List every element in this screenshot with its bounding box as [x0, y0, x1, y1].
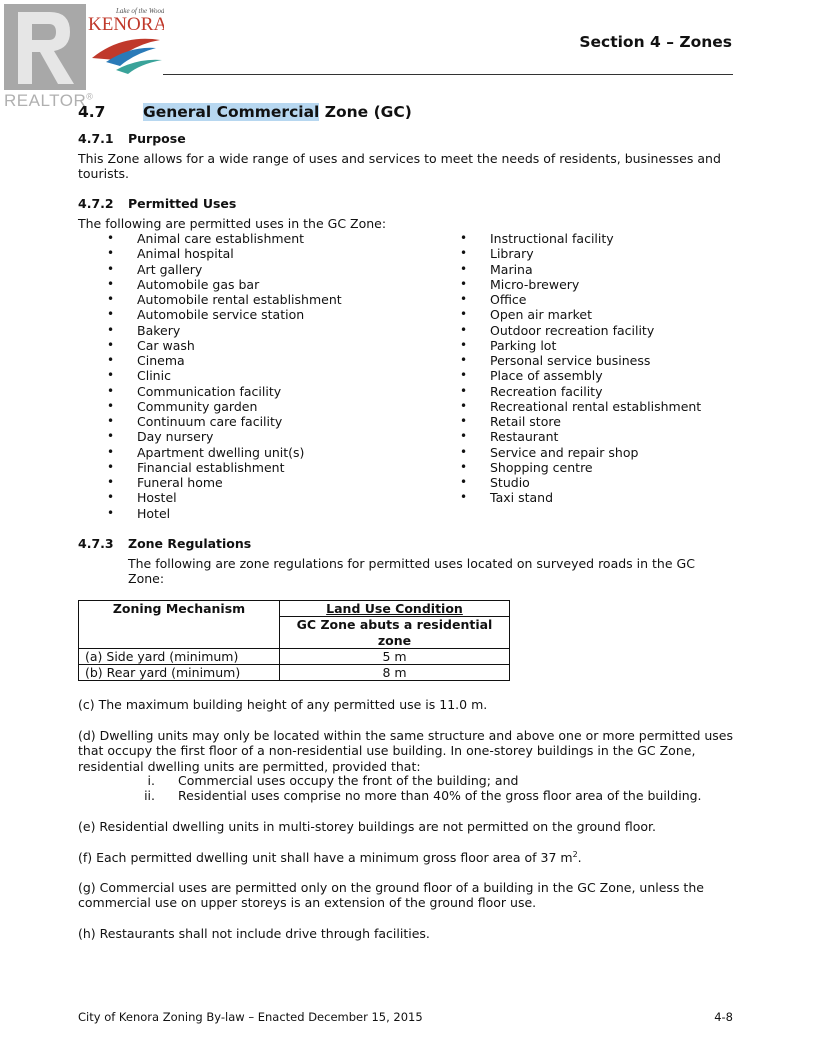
- svg-text:KENORA: KENORA: [88, 14, 164, 35]
- list-item: • Apartment dwelling unit(s): [78, 445, 342, 460]
- list-item: • Instructional facility: [431, 231, 701, 246]
- table-row: [79, 665, 510, 681]
- list-item: • Communication facility: [78, 384, 342, 399]
- regulation-e: (e) Residential dwelling units in multi-storey buildings are not permitted on the ground floor.: [78, 819, 657, 834]
- zone-regulations-table: [78, 600, 510, 681]
- realtor-watermark-text: REALTOR®: [4, 91, 94, 110]
- regulation-h: (h) Restaurants shall not include drive through facilities.: [78, 926, 430, 941]
- list-item: • Marina: [431, 262, 701, 277]
- footer-text: City of Kenora Zoning By-law – Enacted December 15, 2015: [78, 1010, 423, 1024]
- list-item: • Cinema: [78, 353, 342, 368]
- zone-title: [78, 103, 412, 121]
- table-header-mechanism: Zoning Mechanism: [79, 601, 280, 649]
- list-item: • Parking lot: [431, 338, 701, 353]
- permitted-uses-left: [78, 231, 342, 521]
- purpose-heading: 4.7.1 Purpose: [78, 131, 186, 146]
- list-item: • Recreational rental establishment: [431, 399, 701, 414]
- table-cell: (a) Side yard (minimum): [79, 648, 280, 664]
- list-item: • Animal hospital: [78, 246, 342, 261]
- realtor-r-logo: [4, 4, 86, 90]
- regulations-intro: The following are zone regulations for permitted uses located on surveyed roads in the GC Zone:: [128, 556, 695, 587]
- list-item: • Personal service business: [431, 353, 701, 368]
- regulation-g: (g) Commercial uses are permitted only on the ground floor of a building in the GC Zone, unless the commercial use on upper storeys is an extension of the ground floor use.: [78, 880, 704, 911]
- list-item: • Taxi stand: [431, 490, 701, 505]
- list-item: • Outdoor recreation facility: [431, 323, 701, 338]
- list-item: • Hotel: [78, 506, 342, 521]
- list-item: • Library: [431, 246, 701, 261]
- list-item: • Automobile rental establishment: [78, 292, 342, 307]
- list-item: • Retail store: [431, 414, 701, 429]
- list-item: • Animal care establishment: [78, 231, 342, 246]
- list-item: • Automobile service station: [78, 307, 342, 322]
- kenora-sail-logo: [86, 4, 164, 78]
- list-item: • Automobile gas bar: [78, 277, 342, 292]
- table-cell: 5 m: [280, 648, 510, 664]
- list-item: • Studio: [431, 475, 701, 490]
- list-item: • Shopping centre: [431, 460, 701, 475]
- list-item: • Micro-brewery: [431, 277, 701, 292]
- regulation-c: (c) The maximum building height of any permitted use is 11.0 m.: [78, 697, 488, 712]
- zone-title-highlight: General Commercial: [143, 103, 320, 121]
- table-cell: 8 m: [280, 665, 510, 681]
- list-item: • Bakery: [78, 323, 342, 338]
- list-item: • Place of assembly: [431, 368, 701, 383]
- header-rule: [163, 74, 733, 75]
- list-item: • Car wash: [78, 338, 342, 353]
- list-item: • Hostel: [78, 490, 342, 505]
- zone-number: 4.7: [78, 103, 106, 121]
- list-item: • Financial establishment: [78, 460, 342, 475]
- permitted-uses-right: [431, 231, 701, 506]
- table-subheader: GC Zone abuts a residential zone: [280, 617, 510, 649]
- purpose-text: This Zone allows for a wide range of uses and services to meet the needs of residents, businesses and tourists.: [78, 151, 721, 182]
- list-item: • Recreation facility: [431, 384, 701, 399]
- list-item: • Clinic: [78, 368, 342, 383]
- permitted-heading: 4.7.2 Permitted Uses: [78, 196, 237, 211]
- list-item: • Funeral home: [78, 475, 342, 490]
- regulation-d: (d) Dwelling units may only be located within the same structure and above one or more permitted uses that occupy the first floor of a non-residential use building. In one-storey buildings in the GC Zone, residential dwelling units are permitted, provided that:: [78, 728, 733, 774]
- regulation-f: (f) Each permitted dwelling unit shall have a minimum gross floor area of 37 $m^2$.: [78, 849, 582, 865]
- list-item: • Service and repair shop: [431, 445, 701, 460]
- svg-text:Lake of the Woods: Lake of the Woods: [116, 7, 164, 15]
- list-item: • Art gallery: [78, 262, 342, 277]
- zone-title-rest: Zone (GC): [319, 103, 412, 121]
- list-item: • Office: [431, 292, 701, 307]
- table-header-condition: Land Use Condition: [280, 601, 510, 617]
- list-item: • Community garden: [78, 399, 342, 414]
- table-cell: (b) Rear yard (minimum): [79, 665, 280, 681]
- list-item: • Day nursery: [78, 429, 342, 444]
- page-number: 4-8: [714, 1010, 733, 1024]
- section-header: Section 4 – Zones: [579, 33, 732, 51]
- table-row: [79, 648, 510, 664]
- permitted-intro: The following are permitted uses in the GC Zone:: [78, 216, 387, 231]
- regulations-heading: 4.7.3 Zone Regulations: [78, 536, 252, 551]
- list-item: • Open air market: [431, 307, 701, 322]
- list-item: • Restaurant: [431, 429, 701, 444]
- list-item: • Continuum care facility: [78, 414, 342, 429]
